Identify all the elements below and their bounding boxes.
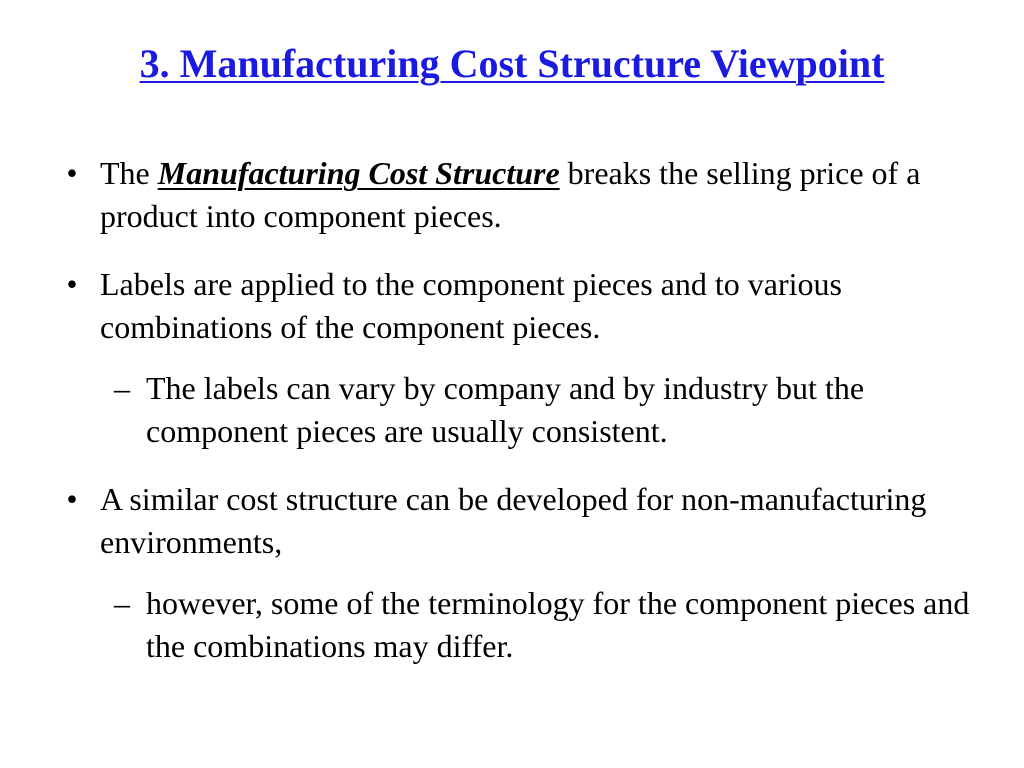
dash-glyph: – (114, 585, 130, 621)
emphasized-term: Manufacturing Cost Structure (157, 155, 560, 191)
bullet-rest-text: breaks the selling price of a product into component pieces. (100, 155, 921, 234)
sub-bullet-list (100, 367, 996, 453)
bullet-item (56, 478, 996, 668)
sub-bullet-item (100, 367, 996, 453)
bullet-list (56, 152, 996, 693)
bullet-lead-text: The (100, 155, 158, 191)
bullet-item (56, 152, 996, 238)
sub-bullet-item (100, 582, 996, 668)
dash-glyph: – (114, 370, 130, 406)
bullet-glyph: • (66, 266, 78, 302)
bullet-glyph: • (66, 155, 78, 191)
bullet-glyph: • (66, 481, 78, 517)
sub-bullet-list (100, 582, 996, 668)
sub-bullet-text: The labels can vary by company and by industry but the component pieces are usually consistent. (146, 370, 865, 449)
bullet-text: Labels are applied to the component pieces and to various combinations of the component pieces. (100, 266, 842, 345)
slide-title: 3. Manufacturing Cost Structure Viewpoint (139, 41, 885, 86)
bullet-text: A similar cost structure can be developed for non-manufacturing environments, (100, 481, 927, 560)
bullet-item (56, 263, 996, 453)
sub-bullet-text: however, some of the terminology for the component pieces and the combinations may differ. (146, 585, 970, 664)
